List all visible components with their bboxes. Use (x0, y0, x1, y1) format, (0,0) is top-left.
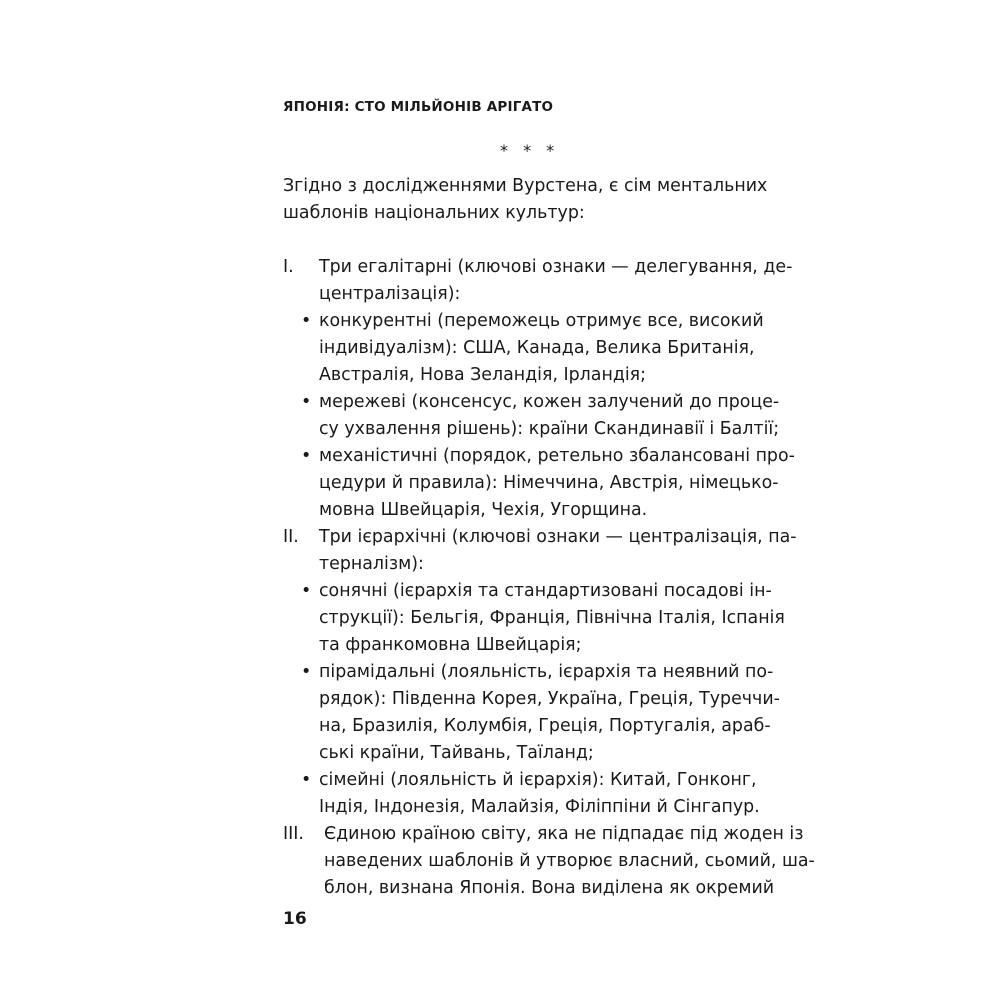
list-item-line (283, 794, 760, 821)
section-1-marker: І. (283, 257, 294, 277)
section-1-first-line (283, 254, 793, 281)
list-item-text: на, Бразилія, Колумбія, Греція, Португалія, араб- (319, 716, 771, 736)
section-1-line (283, 281, 715, 308)
bullet-icon: • (301, 311, 312, 331)
list-item-line (283, 632, 715, 659)
list-item-line (283, 362, 715, 389)
list-item-line (283, 443, 795, 470)
bullet-icon: • (301, 392, 312, 412)
section-3-text: Єдиною країною світу, яка не підпадає під жоден із (324, 824, 804, 844)
list-item-text: механістичні (порядок, ретельно збалансовані про- (319, 446, 795, 466)
section-ornament: * * * (500, 141, 560, 160)
section-2-text: Три ієрархічні (ключові ознаки — централізація, па- (319, 527, 797, 547)
list-item-line (283, 470, 779, 497)
list-item-text: су ухвалення рішень): країни Скандинавії і Балтії; (319, 419, 780, 439)
section-3-marker: ІІІ. (283, 824, 304, 844)
list-item-line (283, 605, 785, 632)
list-item-line (283, 416, 780, 443)
list-item-line (283, 389, 780, 416)
list-item-text: пірамідальні (лояльність, ієрархія та неявний по- (319, 662, 774, 682)
bullet-icon: • (301, 662, 312, 682)
list-item-line (283, 659, 774, 686)
list-item-line (283, 686, 780, 713)
section-2-line (283, 551, 715, 578)
section-3-text: наведених шаблонів й утворює власний, сьомий, ша- (324, 851, 815, 871)
list-item-line (283, 713, 771, 740)
section-3-line (283, 848, 815, 875)
section-3-first-line (283, 821, 804, 848)
intro-line: Згідно з дослідженнями Вурстена, є сім ментальних (283, 176, 768, 196)
bullet-icon: • (301, 770, 312, 790)
list-item-line (283, 497, 715, 524)
list-item-text: конкурентні (переможець отримує все, високий (319, 311, 764, 331)
section-3-line (283, 875, 775, 902)
intro-line: шаблонів національних культур: (283, 203, 585, 223)
list-item-text: індивідуалізм): США, Канада, Велика Британія, (319, 338, 755, 358)
list-item-line (283, 335, 755, 362)
section-2-text: терналізм): (319, 554, 424, 574)
list-item-text: Австралія, Нова Зеландія, Ірландія; (319, 365, 646, 385)
list-item-text: та франкомовна Швейцарія; (319, 635, 582, 655)
list-item-text: рядок): Південна Корея, Україна, Греція, Туреччи- (319, 689, 780, 709)
section-2-marker: ІІ. (283, 527, 299, 547)
list-item-text: мовна Швейцарія, Чехія, Угорщина. (319, 500, 648, 520)
list-item-text: струкції): Бельгія, Франція, Північна Італія, Іспанія (319, 608, 785, 628)
list-item-line (283, 767, 757, 794)
list-item-text: цедури й правила): Німеччина, Австрія, німецько- (319, 473, 779, 493)
page-number: 16 (283, 909, 307, 929)
list-item-text: сімейні (лояльність й ієрархія): Китай, Гонконг, (319, 770, 757, 790)
running-head: ЯПОНІЯ: СТО МІЛЬЙОНІВ АРІГАТО (283, 99, 554, 115)
list-item-line (283, 740, 715, 767)
list-item-line (283, 578, 772, 605)
list-item-text: сонячні (ієрархія та стандартизовані посадові ін- (319, 581, 772, 601)
list-item-line (283, 308, 764, 335)
list-item-text: мережеві (консенсус, кожен залучений до проце- (319, 392, 780, 412)
bullet-icon: • (301, 581, 312, 601)
section-1-text: Три егалітарні (ключові ознаки — делегування, де- (319, 257, 793, 277)
list-item-text: ські країни, Тайвань, Таїланд; (319, 743, 594, 763)
section-3-text: блон, визнана Японія. Вона виділена як окремий (324, 878, 775, 898)
bullet-icon: • (301, 446, 312, 466)
section-1-text: централізація): (319, 284, 461, 304)
list-item-text: Індія, Індонезія, Малайзія, Філіппіни й Сінгапур. (319, 797, 760, 817)
section-2-first-line (283, 524, 797, 551)
